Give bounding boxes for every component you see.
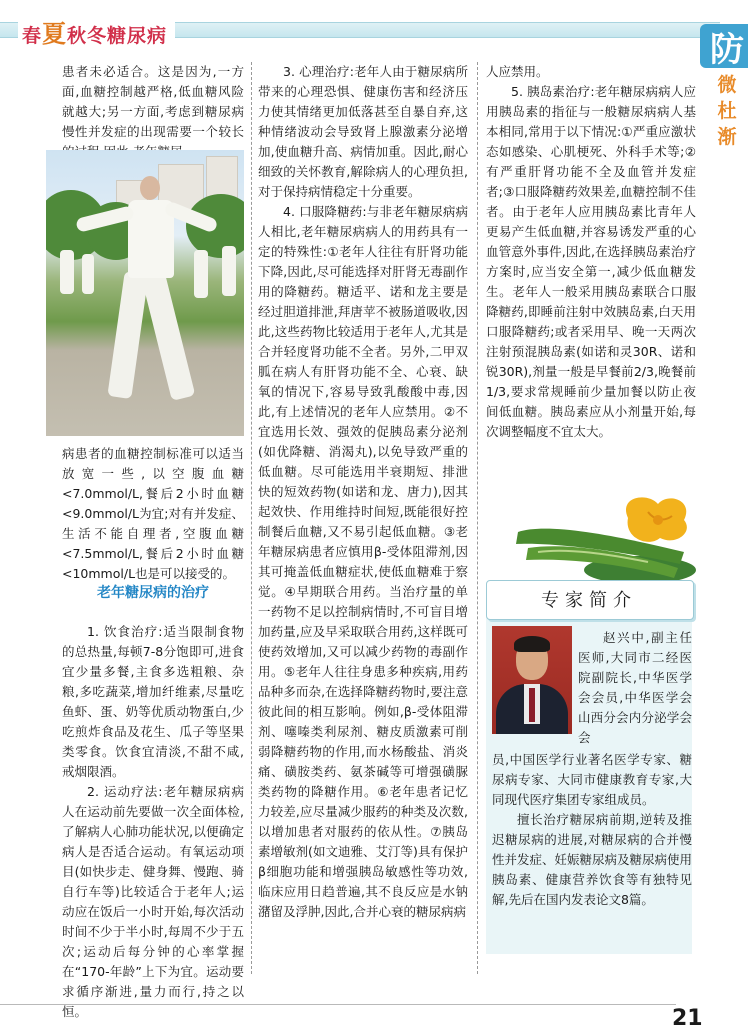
col3-continued-paragraph: 人应禁用。 bbox=[486, 64, 549, 79]
title-summer: 夏 bbox=[42, 19, 68, 48]
zucchini-flower-illustration bbox=[508, 492, 704, 588]
column-title bbox=[18, 14, 175, 49]
section-heading: 老年糖尿病的治疗 bbox=[97, 585, 209, 601]
col1-bottom-paragraph: 病患者的血糖控制标准可以适当放宽一些,以空腹血糖<7.0mmol/L,餐后2小时血糖<9.0mmol/L为宜;对有并发症、生活不能自理者,空腹血糖<7.5mmol/L,餐后2小时血糖<10mmol/L也是可以接受的。 bbox=[62, 446, 244, 581]
page-number: 21 bbox=[672, 1006, 703, 1031]
photo-background-person bbox=[60, 250, 74, 294]
insulin-therapy-paragraph: 5. 胰岛素治疗:老年糖尿病病人应用胰岛素的指征与一般糖尿病病人基本相同,常用于以下情况:①严重应激状态如感染、心肌梗死、外科手术等;②有严重肝肾功能不全及血管并发症者;③口服降糖药效果差,血糖控制不佳者。由于老年人应用胰岛素比青年人更易产生低血糖,并容易诱发严重的心血管意外事件,因此,在选择胰岛素治疗方案时,应当安全第一,减少低血糖发生。老年人一般采用胰岛素联合口服降糖药,即睡前注射中效胰岛素,白天用口服降糖药;或者采用早、晚一天两次注射预混胰岛素(如诺和灵30R、诺和锐30R),剂量一般是早餐前2/3,晚餐前1/3,要求常规睡前少量加餐以防止夜间低血糖。胰岛素应从小剂量开始,每次调整幅度不宜太大。 bbox=[486, 84, 696, 439]
photo-background-person bbox=[194, 250, 208, 298]
col1-bottom-text bbox=[62, 444, 244, 584]
col1-treatment-text bbox=[62, 622, 244, 1022]
portrait-hair bbox=[514, 636, 550, 652]
expert-profile-heading: 专家简介 bbox=[541, 590, 637, 611]
page-header bbox=[0, 0, 756, 48]
expert-bio-full bbox=[492, 750, 692, 910]
title-rest: 秋冬糖尿病 bbox=[67, 25, 168, 47]
diet-therapy-paragraph: 1. 饮食治疗:适当限制食物的总热量,每顿7-8分饱即可,进食宜少量多餐,主食多选粗粮、杂粮,多吃蔬菜,增加纤维素,尽量吃鱼虾、蛋、奶等优质动物蛋白,少吃煎炸食品及花生、瓜子等坚果类零食。饮食宜清淡,不甜不咸,戒烟限酒。 bbox=[62, 624, 244, 779]
footer-rule bbox=[0, 1004, 676, 1005]
psych-therapy-paragraph: 3. 心理治疗:老年人由于糖尿病所带来的心理恐惧、健康伤害和经济压力使其情绪更加低落甚至自暴自弃,这种情绪波动会导致肾上腺激素分泌增加,使血糖升高、病情加重。因此,耐心细致的关怀教育,解除病人的心理负担,对于保持病情稳定十分重要。 bbox=[258, 64, 468, 199]
photo-person-head bbox=[140, 176, 160, 200]
photo-background-person bbox=[82, 254, 94, 294]
title-spring: 春 bbox=[22, 25, 43, 47]
col1-top-paragraph: 患者未必适合。这是因为,一方面,血糖控制越严格,低血糖风险就越大;另一方面,考虑到糖尿病慢性并发症的出现需要一个较长 bbox=[62, 64, 244, 139]
col2-text bbox=[258, 62, 468, 922]
column-divider bbox=[251, 62, 252, 974]
expert-bio-intro: 赵兴中,副主任医师,大同市二经医院副院长,中华医学会会员,中华医学会山西分会内分泌学会会 bbox=[578, 630, 692, 745]
col1-top-text bbox=[62, 62, 244, 162]
expert-bio-continued: 员,中国医学行业著名医学专家、糖尿病专家、大同市健康教育专家,大同现代医疗集团专家组成员。 bbox=[492, 752, 692, 807]
photo-person-leg bbox=[141, 269, 196, 401]
exercise-therapy-paragraph: 2. 运动疗法:老年糖尿病病人在运动前先要做一次全面体检,了解病人心肺功能状况,以便确定病人是否适合运动。有氧运动项目(如快步走、健身舞、慢跑、骑自行车等)比较适合于老年人;运动应在饭后一小时开始,每次活动时间不少于半小时,每周不少于五次;运动后每分钟的心率掌握在“170-年龄”上下为宜。运动要求循序渐进,量力而行,持之以恒。 bbox=[62, 784, 244, 1019]
taichi-photo bbox=[46, 150, 244, 436]
section-tab-char: 防 bbox=[710, 30, 744, 70]
section-tab-subtitle: 微杜渐 bbox=[717, 74, 737, 148]
photo-background-person bbox=[222, 246, 236, 296]
expert-portrait bbox=[492, 626, 572, 734]
col3-text bbox=[486, 62, 696, 442]
oral-drugs-paragraph: 4. 口服降糖药:与非老年糖尿病病人相比,老年糖尿病病人的用药具有一定的特殊性:①老年人往往有肝肾功能下降,因此,尽可能选择对肝肾无毒副作用的降糖药。糖适平、诺和龙主要是经过胆道排泄,拜唐苹不被肠道吸收,因此,这些药物比较适用于老年人,尤其是合并轻度肾功能不全者。另外,二甲双胍在病人有肝肾功能不全、心衰、缺氧的情况下,容易导致乳酸酸中毒,因此,有上述情况的老年人应禁用。②不宜选用长效、强效的促胰岛素分泌剂(如优降糖、消渴丸),以免导致严重的低血糖。尽可能选用半衰期短、排泄快的短效药物(如诺和龙、唐力),因其起效快、作用维持时间短,既能很好控制餐后血糖,又不易引起低血糖。③老年糖尿病患者应慎用β-受体阻滞剂,因其可掩盖低血糖症状,使低血糖难于察觉。④早期联合用药。当治疗量的单一药物不足以控制病情时,不可盲目增加药量,应及早采取联合用药,这样既可使药效增加,又可以减少药物的毒副作用。⑤老年人往往身患多种疾病,用药品种多而杂,在选择降糖药物时,要注意彼此间的相互影响。例如,β-受体阻滞剂、噻嗪类利尿剂、糖皮质激素可削弱降糖药物的作用,而水杨酸盐、消炎痛、磺胺类药、氨茶碱等可增强磺脲类药物的降糖作用。⑥老年患者记忆力较差,应尽量减少服药的种类及次数,以增加患者对服药的依从性。⑦胰岛素增敏剂(如文迪雅、艾汀等)具有保护β细胞功能和增强胰岛敏感性等功效,临床应用日趋普遍,其不良反应是水钠潴留及浮肿,因此,合并心衰的糖尿病病 bbox=[258, 204, 468, 919]
column-divider bbox=[477, 62, 478, 974]
expert-bio-side bbox=[578, 628, 692, 748]
expert-bio-specialty: 擅长治疗糖尿病前期,逆转及推迟糖尿病的进展,对糖尿病的合并慢性并发症、妊娠糖尿病及糖尿病使用胰岛素、健康营养饮食等有独特见解,先后在国内发表论文8篇。 bbox=[492, 812, 693, 907]
portrait-tie bbox=[529, 688, 535, 722]
photo-person-leg bbox=[107, 271, 148, 399]
